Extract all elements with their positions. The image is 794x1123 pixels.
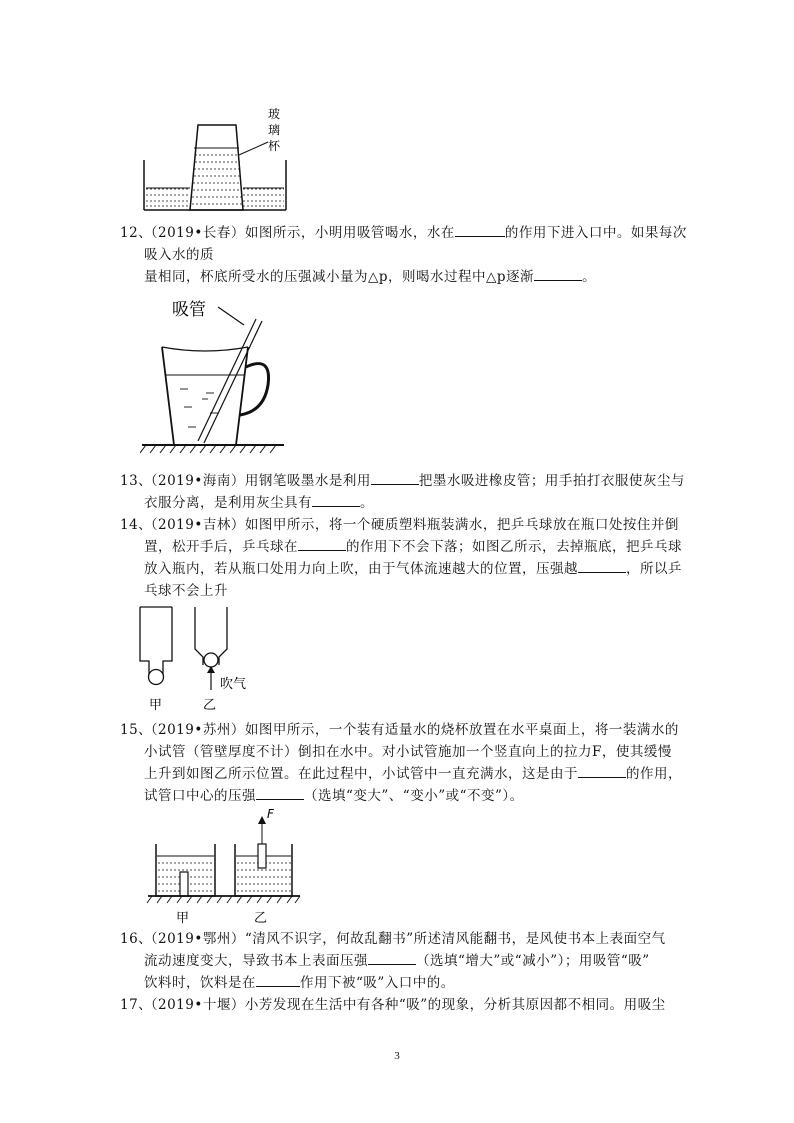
glass-cup-diagram: [140, 100, 320, 215]
q17-text: （2019•十堰）小芳发现在生活中有各种“吸”的现象，分析其原因都不相同。用吸尘: [144, 997, 666, 1013]
figure-test-tube: [140, 806, 320, 930]
q14-text: 置，松开手后，乒乓球在: [144, 539, 298, 555]
q12-number: 12、: [120, 225, 153, 241]
q15-text: 的作用，: [626, 766, 682, 782]
q16-text: 饮料时，饮料是在: [144, 975, 256, 991]
q14-blank-1[interactable]: [298, 536, 346, 551]
question-13: [120, 470, 685, 514]
bottle-ball-diagram: [135, 605, 265, 715]
q13-number: 13、: [120, 473, 153, 489]
q17-number: 17、: [120, 997, 153, 1013]
q16-blank-1[interactable]: [368, 950, 416, 965]
q14-number: 14、: [120, 517, 153, 533]
q16-blank-2[interactable]: [256, 972, 300, 987]
q16-number: 16、: [120, 931, 153, 947]
q13-text: 。: [360, 495, 374, 511]
q12-text: 。: [582, 269, 597, 285]
q14-text: ，所以乒: [626, 561, 682, 577]
test-tube-diagram: [140, 806, 320, 926]
bottle-label-jia: 甲: [149, 698, 163, 713]
question-12: [120, 222, 687, 288]
q14-text: （2019•吉林）如图甲所示，将一个硬质塑料瓶装满水，把乒乓球放在瓶口处按住并倒: [144, 517, 679, 533]
bottle-label-blow: 吹气: [220, 677, 247, 692]
page-number: 3: [394, 1050, 400, 1062]
q12-blank-1[interactable]: [455, 222, 505, 237]
tube-label-jia: 甲: [176, 911, 190, 926]
bottle-label-yi: 乙: [203, 698, 217, 713]
figure-bottle-ball: [135, 605, 265, 719]
q15-text: （2019•苏州）如图甲所示，一个装有适量水的烧杯放置在水平桌面上，将一装满水的: [144, 722, 679, 738]
tube-label-f: F: [267, 807, 274, 821]
q13-text: 衣服分离，是利用灰尘具有: [144, 495, 312, 511]
question-17: [120, 994, 680, 1016]
figure-cup-straw: [140, 295, 300, 459]
q15-text: 试管口中心的压强: [144, 788, 256, 804]
glass-label-2: 璃: [268, 123, 281, 137]
q15-blank-1[interactable]: [578, 763, 626, 778]
q13-text: 把墨水吸进橡皮管；用手拍打衣服使灰尘与: [418, 473, 685, 489]
q12-text: （2019•长春）如图所示，小明用吸管喝水，水在: [144, 225, 455, 241]
q16-text: 作用下被“吸”入口中的。: [300, 975, 455, 991]
q12-text: 吸入水的质: [144, 247, 214, 263]
q16-text: （选填“增大”或“减小”）；用吸管“吸”: [416, 953, 650, 969]
q14-text: 乓球不会上升: [144, 583, 228, 599]
q13-blank-2[interactable]: [312, 492, 360, 507]
q14-text: 放入瓶内，若从瓶口处用力向上吹，由于气体流速越大的位置，压强越: [144, 561, 578, 577]
cup-straw-diagram: [140, 295, 300, 455]
figure-glass-cup: [140, 100, 320, 219]
q15-text: （选填“变大”、“变小”或“不变”）。: [304, 788, 524, 804]
q13-text: （2019•海南）用钢笔吸墨水是利用: [144, 473, 371, 489]
q15-number: 15、: [120, 722, 153, 738]
q14-blank-2[interactable]: [578, 558, 626, 573]
tube-label-yi: 乙: [254, 911, 268, 926]
q16-text: （2019•鄂州）“清风不识字，何故乱翻书”所述清风能翻书，是风使书本上表面空气: [144, 931, 666, 947]
q16-text: 流动速度变大，导致书本上表面压强: [144, 953, 368, 969]
question-15: [120, 719, 680, 807]
straw-label: 吸管: [172, 300, 206, 320]
q14-text: 的作用下不会下落；如图乙所示，去掉瓶底，把乒乓球: [346, 539, 682, 555]
q12-text: 量相同，杯底所受水的压强减小量为△p，则喝水过程中△p逐渐: [144, 269, 535, 285]
q15-text: 上升到如图乙所示位置。在此过程中，小试管中一直充满水，这是由于: [144, 766, 578, 782]
question-16: [120, 928, 680, 994]
q13-blank-1[interactable]: [371, 470, 419, 485]
question-14: [120, 514, 680, 602]
glass-label-3: 杯: [268, 139, 281, 153]
q12-blank-2[interactable]: [534, 266, 582, 281]
q12-text: 的作用下进入口中。如果每次: [504, 225, 687, 241]
glass-label-1: 玻: [268, 107, 281, 121]
q15-blank-2[interactable]: [256, 785, 304, 800]
q15-text: 小试管（管壁厚度不计）倒扣在水中。对小试管施加一个竖直向上的拉力F，使其缓慢: [144, 744, 672, 760]
